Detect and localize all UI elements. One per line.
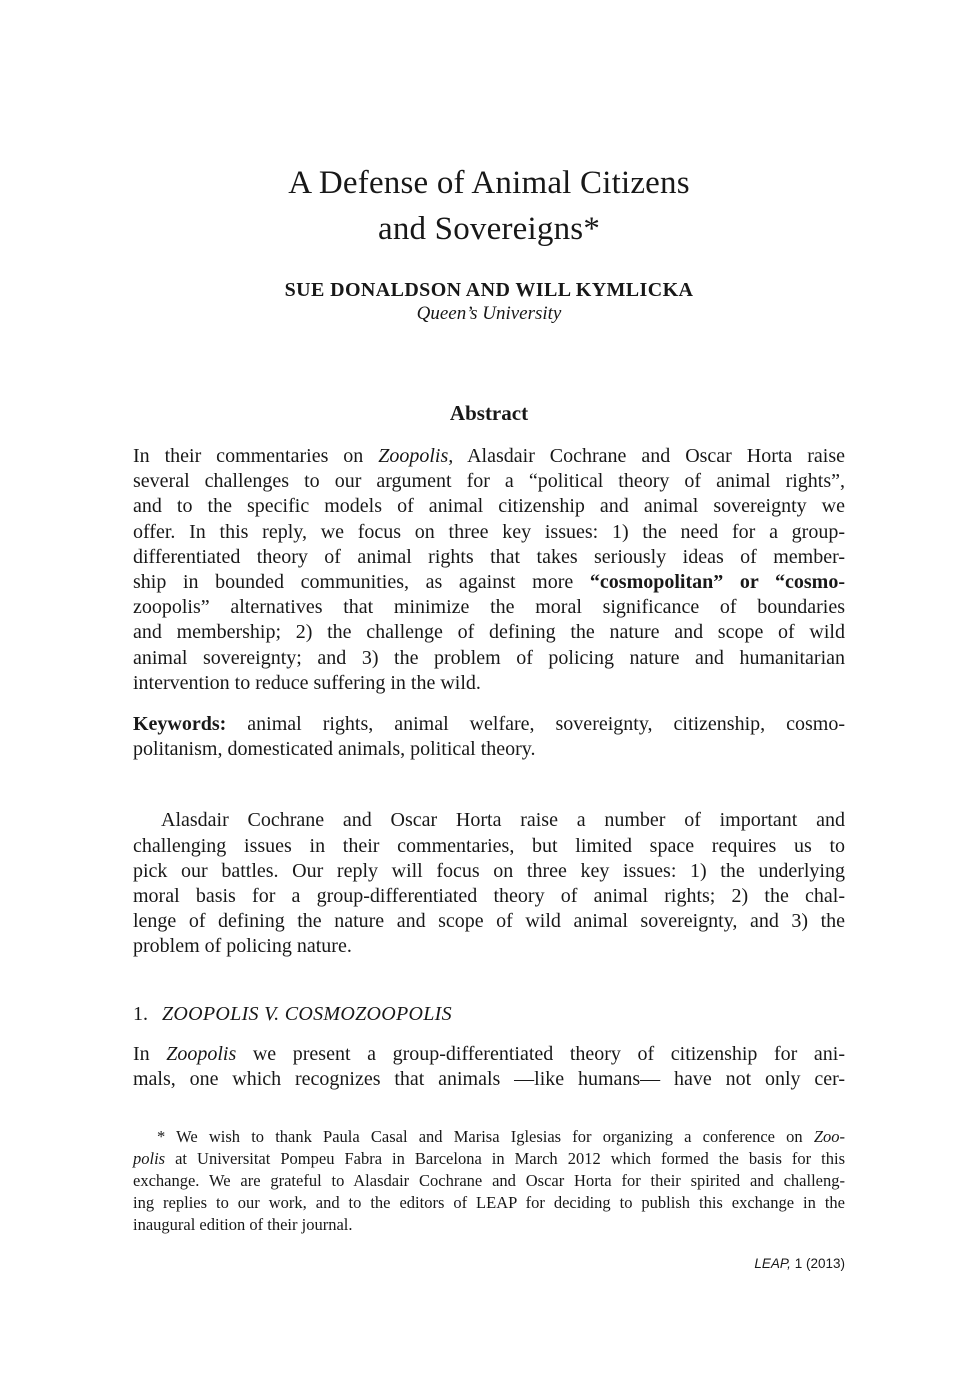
text-line: zoopolis” alternatives that minimize the moral significance of boundaries	[133, 596, 845, 619]
journal-issue: 1 (2013)	[790, 1256, 845, 1272]
abstract-heading: Abstract	[449, 401, 529, 425]
section-heading	[133, 1002, 845, 1027]
paper-title-line-1: A Defense of Animal Citizens	[288, 165, 690, 201]
section-title: ZOOPOLIS V. COSMOZOOPOLIS	[162, 1002, 452, 1025]
text-line: Keywords: animal rights, animal welfare, sovereignty, citizenship, cosmo-	[133, 713, 845, 736]
text-line: several challenges to our argument for a “political theory of animal rights”,	[133, 470, 845, 493]
body-paragraph-1	[133, 808, 845, 959]
text-line: and membership; 2) the challenge of defining the nature and scope of wild	[133, 621, 845, 644]
text-line: Alasdair Cochrane and Oscar Horta raise a number of important and	[161, 809, 845, 832]
paper-title	[133, 160, 845, 252]
footnote-text	[133, 1126, 845, 1236]
text-line: and to the specific models of animal citizenship and animal sovereignty we	[133, 495, 845, 518]
journal-name: LEAP,	[754, 1256, 791, 1272]
text-line: lenge of defining the nature and scope of wild animal sovereignty, and 3) the	[133, 910, 845, 933]
section-number: 1.	[133, 1002, 148, 1025]
text-line: In their commentaries on Zoopolis, Alasdair Cochrane and Oscar Horta raise	[133, 445, 845, 467]
text-line: intervention to reduce suffering in the wild.	[133, 671, 481, 694]
text-line: moral basis for a group-differentiated theory of animal rights; 2) the chal-	[133, 885, 845, 908]
text-line: inaugural edition of their journal.	[133, 1215, 353, 1235]
affiliation: Queen’s University	[416, 303, 562, 324]
text-line: animal sovereignty; and 3) the problem of policing nature and humanitarian	[133, 646, 845, 669]
authors: SUE DONALDSON AND WILL KYMLICKA	[284, 279, 694, 301]
text-line: mals, one which recognizes that animals —like humans— have not only cer-	[133, 1067, 845, 1090]
paper-title-line-2: and Sovereigns*	[377, 211, 601, 247]
text-line: polis at Universitat Pompeu Fabra in Barcelona in March 2012 which formed the basis for this	[133, 1149, 845, 1169]
text-line: problem of policing nature.	[133, 935, 352, 958]
text-line: differentiated theory of animal rights that takes seriously ideas of member-	[133, 545, 845, 568]
page-footer	[133, 1255, 845, 1273]
text-line: In Zoopolis we present a group-differentiated theory of citizenship for ani-	[133, 1042, 845, 1065]
text-line: challenging issues in their commentaries, but limited space requires us to	[133, 834, 845, 857]
text-line: offer. In this reply, we focus on three key issues: 1) the need for a group-	[133, 520, 845, 543]
text-line: * We wish to thank Paula Casal and Marisa Iglesias for organizing a conference on Zoo-	[157, 1127, 845, 1147]
text-line: ship in bounded communities, as against more “cosmopolitan” or “cosmo-	[133, 571, 845, 594]
abstract-text	[133, 444, 845, 696]
text-line: ing replies to our work, and to the editors of LEAP for deciding to publish this exchange in the	[133, 1193, 845, 1213]
text-line: exchange. We are grateful to Alasdair Cochrane and Oscar Horta for their spirited and challeng-	[133, 1171, 845, 1191]
keywords-text	[133, 712, 845, 762]
text-line: politanism, domesticated animals, political theory.	[133, 738, 536, 761]
body-paragraph-2	[133, 1042, 845, 1092]
text-line: pick our battles. Our reply will focus on three key issues: 1) the underlying	[133, 859, 845, 882]
